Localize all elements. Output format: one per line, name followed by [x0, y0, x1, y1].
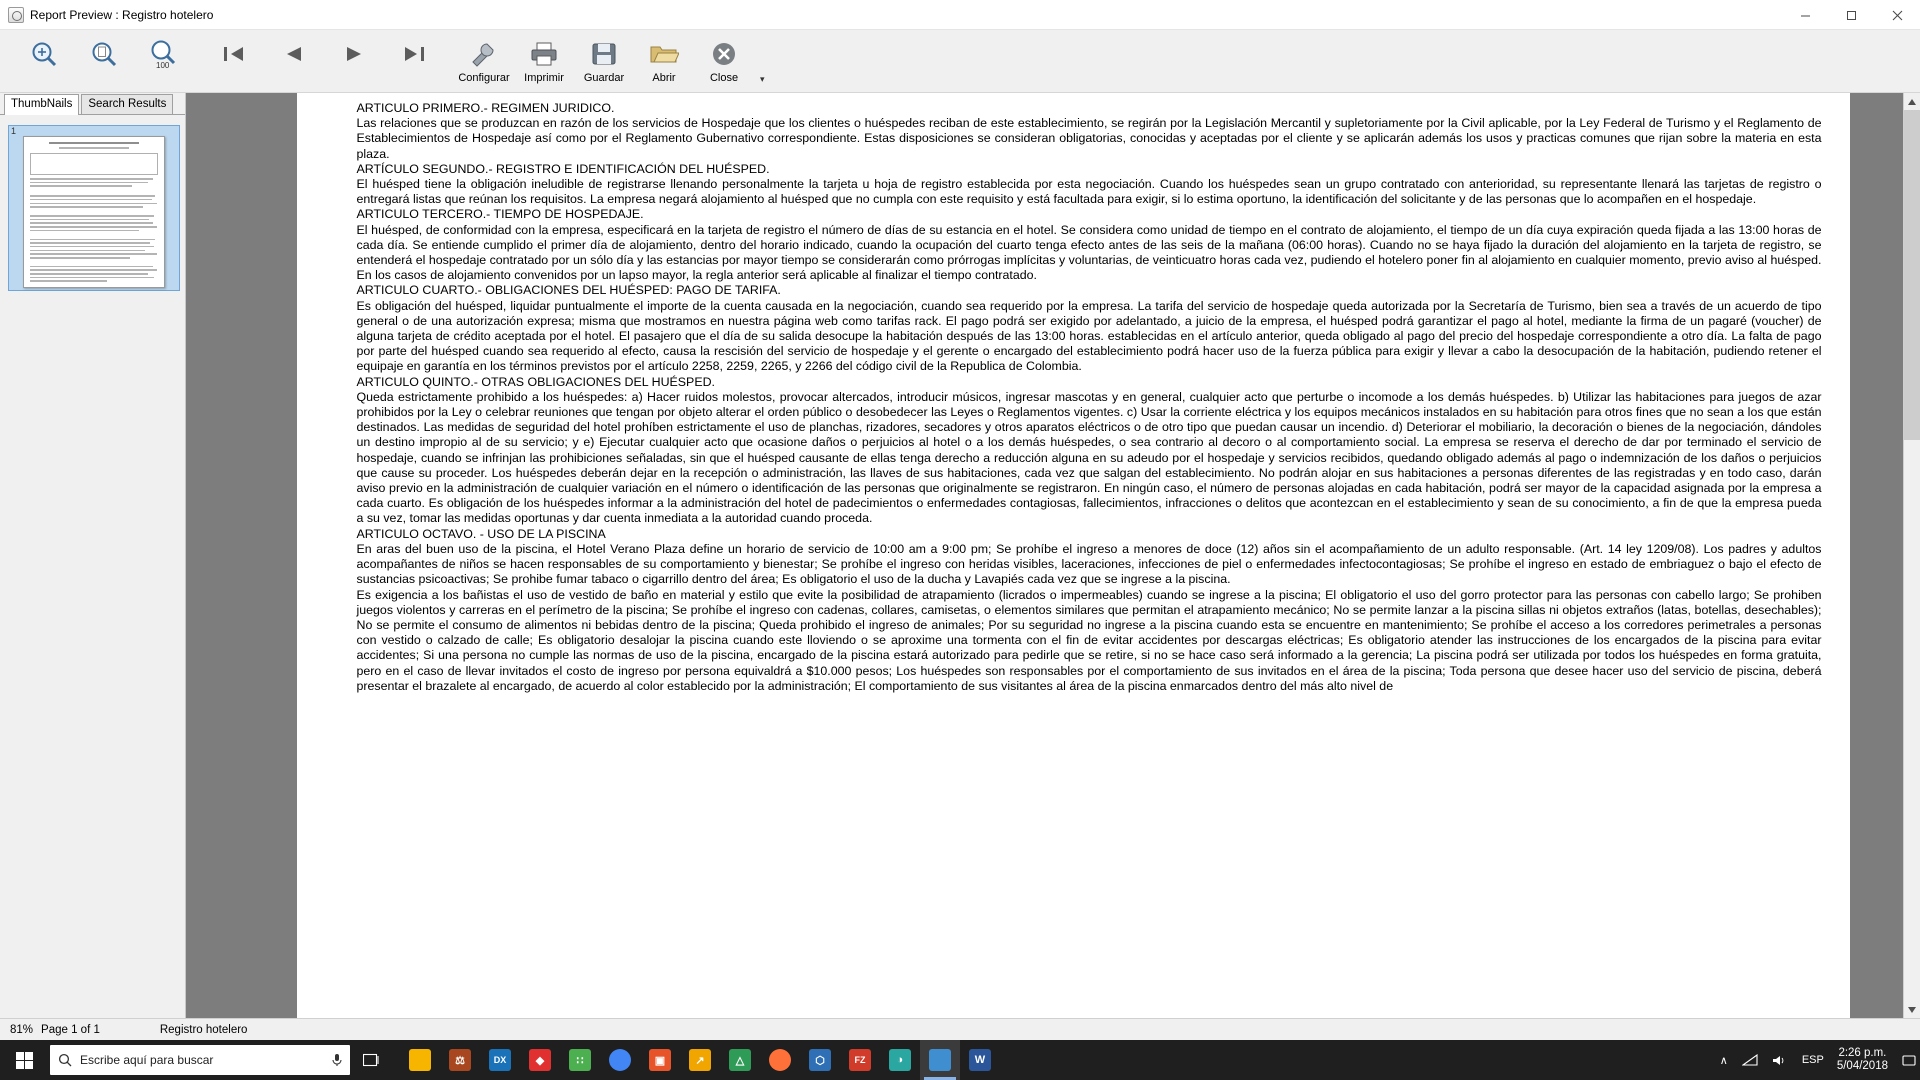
sidebar-tabs [0, 93, 185, 115]
magnifier-100-icon [141, 34, 187, 74]
page-scroll-area [186, 93, 1903, 1018]
windows-logo-icon [16, 1052, 33, 1069]
zoom-100-button[interactable] [134, 30, 194, 90]
paragraph-heading: ARTICULO TERCERO.- TIEMPO DE HOSPEDAJE. [356, 207, 644, 222]
taskbar-app-word[interactable] [960, 1040, 1000, 1080]
floppy-icon [581, 34, 627, 74]
report-preview-taskbar-icon [929, 1049, 951, 1071]
next-page-icon [331, 34, 377, 74]
dx-icon: DX [489, 1049, 511, 1071]
next-page-button[interactable] [324, 30, 384, 90]
thumbnail-list [0, 115, 185, 1018]
notifications-icon[interactable] [1898, 1054, 1920, 1067]
scroll-down-arrow[interactable] [1904, 1001, 1920, 1018]
document-pane [186, 93, 1920, 1018]
folder-icon [409, 1049, 431, 1071]
paragraph-heading: ARTICULO PRIMERO.- REGIMEN JURIDICO. [356, 101, 615, 115]
vertical-scrollbar[interactable] [1903, 93, 1920, 1018]
taskbar-app-blue-cube[interactable] [800, 1040, 840, 1080]
save-button[interactable] [574, 30, 634, 90]
paragraph-body: Es exigencia a los bañistas el uso de vestido de baño en material y estilo que evite la posibilidad de atrapamiento (licrados o impermeables) cuando se ingrese a la piscina; El obligatorio el uso del gorro protector para las personas con cabello largo; Se prohiben juegos violentos y carreras en el perímetro de la piscina; Se prohíbe el ingreso con cadenas, collares, camisetas, o elementos similares que permitan el atrapamiento mecánico; No se permite lanzar a la piscina sillas ni objetos extraños (latas, botellas, desechables); No se permite el consumo de alimentos ni bebidas dentro de la piscina; Queda prohibido el ingreso de animales; Por su seguridad no ingrese a la piscina cuando esta se encuentre en mantenimiento; Se prohíbe el acceso a los corredores perimetrales a personas con vestido o calzado de calle; Es obligatorio desalojar la piscina cuando este lloviendo o se aproxime una tormenta con el fin de evitar accidentes por descargas eléctricas; Es obligatorio atender las instrucciones de los encargados de la piscina para evitar accidentes; Si una persona no cumple las normas de uso de la piscina, encargado de la piscina estará autorizado para pedirle que se retire, si no se hace caso será informado a la gerencia; La piscina podrá ser utilizada por todos los huéspedes en forma gratuita, pero en el caso de llevar invitados el costo de ingreso por persona equivaldrá a $10.000 pesos; Los huéspedes son responsables por el comportamiento de sus invitados en el área de la piscina; Toda persona que desee hacer uso del servicio de piscina, deberá presentar el brazalete al encargado, de acuerdo al color establecido por la administración; El comportamiento de sus visitantes al área de la piscina enmarcados dentro del más alto nivel de [356, 587, 1822, 693]
save-label: Guardar [583, 72, 625, 84]
last-page-icon [391, 34, 437, 74]
previous-page-icon [271, 34, 317, 74]
clock-time: 2:26 p.m. [1838, 1047, 1887, 1059]
start-button[interactable] [0, 1040, 48, 1080]
taskbar-app-dx[interactable] [480, 1040, 520, 1080]
zoom-fit-button[interactable] [74, 30, 134, 90]
toolbar [0, 30, 1920, 93]
grid-icon: ∷ [569, 1049, 591, 1071]
language-indicator[interactable]: ESP [1801, 1054, 1824, 1066]
orange-app-icon: ▣ [649, 1049, 671, 1071]
tab-search-results[interactable]: Search Results [81, 94, 173, 114]
taskbar-app-grid[interactable] [560, 1040, 600, 1080]
scroll-track[interactable] [1904, 110, 1920, 1001]
system-tray [1713, 1040, 1920, 1080]
taskbar-app-fz[interactable] [840, 1040, 880, 1080]
close-preview-button[interactable] [694, 30, 754, 90]
open-label: Abrir [652, 72, 676, 84]
printer-icon [521, 34, 567, 74]
paragraph-body: El huésped, de conformidad con la empresa, especificará en la tarjeta de registro el número de días de su estancia en el hotel. Se considera como unidad de tiempo en el contrato de alojamiento, el tiempo de un día cuya expiración queda fijada a las 13:00 horas de cada día. Se entiende cumplido el primer día de alojamiento, dentro del horario indicado, cuando la ocupación del cuarto tenga efecto antes de las seis de la mañana (06:00 horas). Cuando no se haya fijado la duración del alojamiento en la tarjeta de registro, se entenderá el hospedaje contratado por un sólo día y las estancias por mayor tiempo se considerarán como prórrogas implícitas y voluntarias, de veinticuatro horas cada vez, pudiendo el hotelero poner fin al alojamiento en cualquier momento, previo aviso al huésped. En los casos de alojamiento convenidos por un lapso mayor, la regla anterior será aplicable al finalizar el tiempo contratado. [356, 222, 1822, 283]
sidebar [0, 93, 186, 1018]
task-view-button[interactable] [350, 1040, 394, 1080]
print-label: Imprimir [524, 72, 564, 84]
paragraph-heading: ARTICULO CUARTO.- OBLIGACIONES DEL HUÉSPED: PAGO DE TARIFA. [356, 283, 781, 298]
minimize-button[interactable] [1782, 0, 1828, 30]
last-page-button[interactable] [384, 30, 444, 90]
previous-page-button[interactable] [264, 30, 324, 90]
tools-icon [461, 34, 507, 74]
close-button[interactable] [1874, 0, 1920, 30]
magnifier-plus-icon [21, 34, 67, 74]
window-title: Report Preview : Registro hotelero [30, 7, 214, 22]
zoom-in-button[interactable] [14, 30, 74, 90]
taskbar-app-orange[interactable] [640, 1040, 680, 1080]
paragraph-body: Queda estrictamente prohibido a los huéspedes: a) Hacer ruidos molestos, provocar altercados, introducir músicos, ingresar mascotas y en general, cualquier acto que perturbe o incomode a los demás huéspedes. b) Utilizar las habitaciones para juegos de azar prohibidos por la Ley o celebrar reuniones que tengan por objeto alterar el orden público o desobedecer las Leyes o Reglamentos vigentes. c) Usar la corriente eléctrica y los equipos mecánicos instalados en su habitación para otros fines que no sean a los que están destinados. Las medidas de seguridad del hotel prohíben estrictamente el uso de planchas, rizadores, secadores y otros aparatos eléctricos o de otro tipo que puedan causar un incendio. d) Deteriorar el mobiliario, la decoración o bienes de la negociación, dándoles un destino impropio al de su servicio; y e) Ejecutar cualquier acto que ocasione daños o perjuicios al hotel o a los demás huéspedes, o sea contrario al decoro o al comportamiento social. La empresa se reserva el derecho de dar por terminado el servicio de hospedaje, cuando se infrinjan las prohibiciones señaladas, sin que el huésped causante de ellas tenga derecho a reducción alguna en su adeudo por el hospedaje y servicios recibidos, quedando obligado además al pago o indemnización de los daños o perjuicios que cause su proceder. Los huéspedes deberán dejar en la recepción o administración, las llaves de sus habitaciones, cada vez que salgan del establecimiento. No podrán alojar en sus habitaciones a personas diferentes de las registradas y en todo caso, darán aviso previo en la administración de cualquier variación en el número o identificación de las personas que originalmente se registraron. En ningún caso, el número de personas alojadas en cada habitación, podrá ser mayor de la capacidad asignada por la empresa a cada cuarto. Es obligación de los huéspedes informar a la administración del hotel de padecimientos o enfermedades contagiosas, fallecimientos, infracciones o delitos que acontezcan en el establecimiento y sean de su conocimiento, a fin de que la empresa pueda a su vez, tomar las medidas oportunas y dar cuenta inmediata a la autoridad cuando proceda. [356, 389, 1822, 526]
firefox-icon [769, 1049, 791, 1071]
network-icon[interactable] [1735, 1040, 1765, 1080]
configure-button[interactable] [454, 30, 514, 90]
microphone-icon[interactable] [324, 1053, 350, 1067]
content-area [0, 93, 1920, 1018]
paragraph-body: Las relaciones que se produzcan en razón de los servicios de Hospedaje que los clientes o huéspedes reciban de este establecimiento, se regirán por la Legislación Mercantil y supletoriamente por la Civil aplicable, por la Ley Federal de Turismo y el Reglamento de Establecimientos de Hospedaje así como por el Reglamento Gubernativo correspondiente. Estas disposiciones se consideran obligatorias, conocidas y aceptadas por el cliente y se aplicarán además los usos y practicas comunes que rijan sobre la materia en esta plaza. [356, 116, 1822, 161]
paragraph-body: Es obligación del huésped, liquidar puntualmente el importe de la cuenta causada en la negociación, cuando sea requerido por la empresa. La tarifa del servicio de hospedaje queda autorizada por la Secretaría de Turismo, bien sea a través de un acuerdo de tipo general o de una autorización expresa; misma que mostramos en nuestra página web como tarifas rack. El pago podrá ser exigido por adelantado, a juicio de la empresa, el huésped podrá garantizar el pago al hotel, mediante la firma de un pagaré (voucher) de alguna tarjeta de crédito aceptada por el hotel. El pasajero que el día de su salida desocupe la habitación después de las 13:00 horas. establecidas en el artículo anterior, queda obligado al pago del precio del hospedaje correspondiente a otro día. La falta de pago por parte del huésped cuando sea requerido al efecto, causa la rescisión del servicio de hospedaje y el gerente o encargado del establecimiento podrá hacer uso de la fuerza pública para exigir y llevar a cabo la desocupación de la habitación, pudiendo retener el equipaje en garantía en los términos previstos por el artículo 2258, 2259, 2265, y 2266 del código civil de la Republica de Colombia. [356, 298, 1822, 374]
paragraph-body: En aras del buen uso de la piscina, el Hotel Verano Plaza define un horario de servicio de 10:00 am a 9:00 pm; Se prohíbe el ingreso a menores de doce (12) años sin el acompañamiento de un adulto responsable. (Art. 14 ley 1209/08). Los padres y adultos acompañantes de niños se hacen responsables de su comportamiento y bienestar; Se prohíbe el ingreso con heridas visibles, laceraciones, infecciones de piel o enfermedades infectocontagiosas; Se prohíbe el ingreso en estado de embriaguez o bajo el efecto de sustancias psicoactivas; Se prohibe fumar tabaco o cigarrillo dentro del área; Es obligatorio el uso de la ducha y Lavapiés cada vez que se ingrese a la piscina. [356, 541, 1822, 587]
diamond-icon: ◆ [529, 1049, 551, 1071]
fz-icon: FZ [849, 1049, 871, 1071]
taskbar-app-report-preview[interactable] [920, 1040, 960, 1080]
taskbar [0, 1040, 1920, 1080]
taskbar-app-yellow[interactable] [680, 1040, 720, 1080]
window-controls [1782, 0, 1920, 30]
magnifier-page-icon [81, 34, 127, 74]
green-app-icon: △ [729, 1049, 751, 1071]
taskbar-search-box[interactable] [50, 1045, 350, 1075]
folder-open-icon [641, 34, 687, 74]
word-icon: W [969, 1049, 991, 1071]
taskbar-app-green[interactable] [720, 1040, 760, 1080]
title-bar [0, 0, 1920, 30]
scroll-thumb[interactable] [1904, 110, 1920, 440]
print-button[interactable] [514, 30, 574, 90]
first-page-icon [211, 34, 257, 74]
toolbar-overflow-button[interactable]: ▾ [760, 74, 765, 84]
status-document-name: Registro hotelero [159, 1023, 248, 1036]
volume-icon[interactable] [1765, 1040, 1795, 1080]
yellow-app-icon: ↗ [689, 1049, 711, 1071]
clock[interactable] [1831, 1047, 1898, 1073]
paragraph-heading: ARTICULO OCTAVO. - USO DE LA PISCINA [356, 526, 606, 541]
search-placeholder: Escribe aquí para buscar [80, 1053, 214, 1067]
taskbar-app-firefox[interactable] [760, 1040, 800, 1080]
close-preview-label: Close [709, 72, 739, 84]
tray-expand-button[interactable]: ∧ [1719, 1054, 1728, 1067]
teal-app-icon: ◑ [889, 1049, 911, 1071]
taskbar-app-file-explorer[interactable] [400, 1040, 440, 1080]
thumbnail-item-1[interactable] [8, 125, 180, 291]
bank-icon: ⚖ [449, 1049, 471, 1071]
taskbar-app-chrome[interactable] [600, 1040, 640, 1080]
taskbar-apps [400, 1040, 1000, 1080]
open-button[interactable] [634, 30, 694, 90]
search-icon [50, 1053, 80, 1067]
thumbnail-page-preview [23, 136, 165, 288]
paragraph-heading: ARTICULO QUINTO.- OTRAS OBLIGACIONES DEL HUÉSPED. [356, 374, 715, 389]
scroll-up-arrow[interactable] [1904, 93, 1920, 110]
paragraph-heading: ARTÍCULO SEGUNDO.- REGISTRO E IDENTIFICACIÓN DEL HUÉSPED. [356, 161, 770, 176]
chrome-icon [609, 1049, 631, 1071]
svg-text:100: 100 [156, 61, 170, 70]
taskbar-app-diamond[interactable] [520, 1040, 560, 1080]
status-page-info: Page 1 of 1 [41, 1023, 100, 1036]
thumbnail-page-number: 1 [11, 126, 17, 136]
taskbar-app-teal[interactable] [880, 1040, 920, 1080]
report-page [297, 93, 1850, 1018]
taskbar-app-bank[interactable] [440, 1040, 480, 1080]
clock-date: 5/04/2018 [1836, 1060, 1888, 1072]
tab-thumbnails[interactable]: ThumbNails [4, 94, 79, 115]
maximize-button[interactable] [1828, 0, 1874, 30]
paragraph-body: El huésped tiene la obligación ineludible de registrarse llenando personalmente la tarjeta u hoja de registro establecida por esta negociación. Cuando los huéspedes sean un grupo contratado con anterioridad, su representante llenará las tarjetas de registro o entregará listas que reúnan los requisitos. La empresa negará alojamiento al huésped que no cumpla con este requisito y está facultada para exigir, si lo estima oportuno, la identificación del solicitante y de las personas que lo acompañen en el hospedaje. [356, 177, 1822, 207]
report-preview-icon [8, 7, 24, 23]
first-page-button[interactable] [204, 30, 264, 90]
status-bar [0, 1018, 1920, 1040]
status-zoom: 81% [10, 1023, 34, 1036]
cube-icon: ⬡ [809, 1049, 831, 1071]
close-circle-icon [701, 34, 747, 74]
configure-label: Configurar [458, 72, 510, 84]
